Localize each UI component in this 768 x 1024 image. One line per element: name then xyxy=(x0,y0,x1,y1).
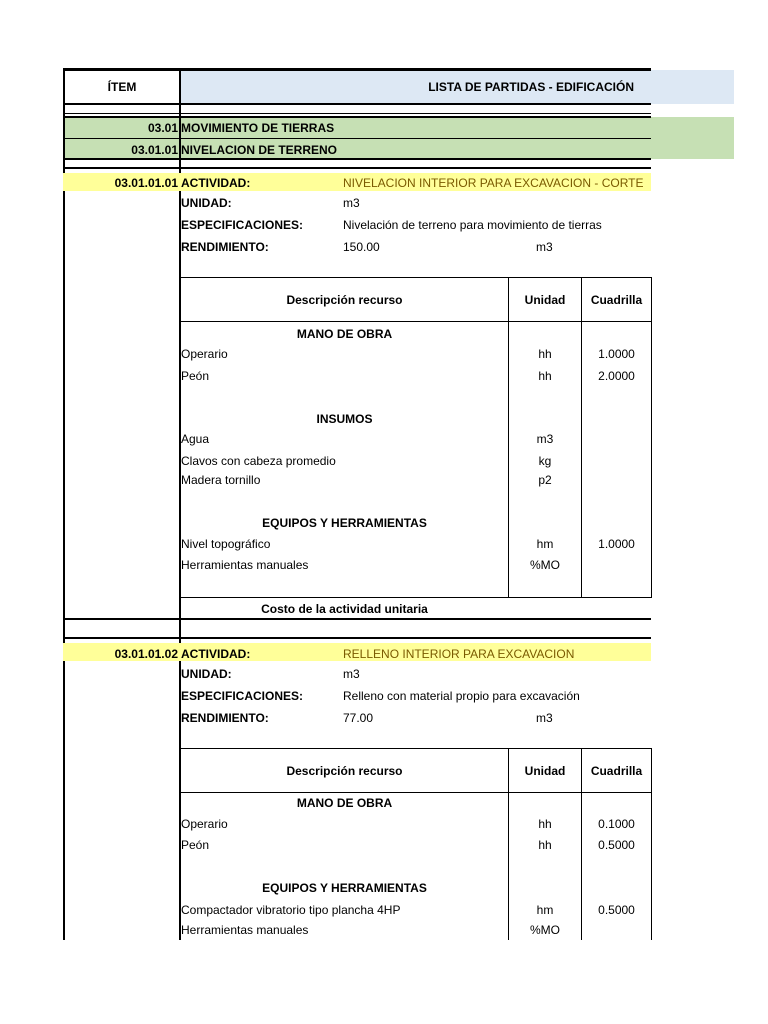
unidad-value: m3 xyxy=(343,667,360,681)
costo-label: Costo de la actividad unitaria xyxy=(261,602,428,616)
group-title: MANO DE OBRA xyxy=(296,796,393,810)
rendimiento-value: 150.00 xyxy=(343,240,380,254)
rendimiento-unit: m3 xyxy=(536,711,553,725)
resource-desc: Herramientas manuales xyxy=(181,558,309,572)
unidad-label: UNIDAD: xyxy=(181,196,232,210)
resource-unit: hm xyxy=(536,903,554,917)
rendimiento-value: 77.00 xyxy=(343,711,374,725)
section-code: 03.01.01 xyxy=(131,143,178,157)
resource-unit: hh xyxy=(538,817,552,831)
resource-desc: Compactador vibratorio tipo plancha 4HP xyxy=(181,903,401,917)
unidad-label: UNIDAD: xyxy=(181,667,232,681)
activity-code: 03.01.01.02 xyxy=(114,647,178,661)
resource-desc: Agua xyxy=(181,432,210,446)
resource-cuadrilla: 0.1000 xyxy=(598,817,635,831)
group-title: EQUIPOS Y HERRAMIENTAS xyxy=(262,881,427,895)
group-title: INSUMOS xyxy=(316,412,373,426)
unidad-value: m3 xyxy=(343,196,360,210)
section-name: NIVELACION DE TERRENO xyxy=(181,143,338,157)
resource-unit: hm xyxy=(536,537,554,551)
actividad-label: ACTIVIDAD: xyxy=(181,176,251,190)
resource-unit: hh xyxy=(538,369,552,383)
col-cuadrilla-header: Cuadrilla xyxy=(590,293,643,307)
resource-unit: %MO xyxy=(530,558,560,572)
resource-desc: Herramientas manuales xyxy=(181,923,309,937)
especificaciones-value: Nivelación de terreno para movimiento de tierras xyxy=(343,218,602,232)
section-name: MOVIMIENTO DE TIERRAS xyxy=(181,121,335,135)
rendimiento-label: RENDIMIENTO: xyxy=(181,711,269,725)
actividad-label: ACTIVIDAD: xyxy=(181,647,251,661)
resource-unit: p2 xyxy=(538,473,552,487)
actividad-value: RELLENO INTERIOR PARA EXCAVACION xyxy=(343,647,575,661)
resource-cuadrilla: 1.0000 xyxy=(598,537,635,551)
activity-code: 03.01.01.01 xyxy=(114,176,178,190)
resource-desc: Operario xyxy=(181,347,228,361)
section-code: 03.01 xyxy=(147,121,178,135)
resource-unit: m3 xyxy=(536,432,554,446)
col-descripcion-header: Descripción recurso xyxy=(286,764,403,778)
resource-cuadrilla: 1.0000 xyxy=(598,347,635,361)
resource-unit: hh xyxy=(538,838,552,852)
resource-desc: Peón xyxy=(181,838,210,852)
resource-unit: kg xyxy=(538,454,552,468)
group-title: EQUIPOS Y HERRAMIENTAS xyxy=(262,516,427,530)
col-unidad-header: Unidad xyxy=(524,293,566,307)
col-descripcion-header: Descripción recurso xyxy=(286,293,403,307)
especificaciones-label: ESPECIFICACIONES: xyxy=(181,218,304,232)
especificaciones-label: ESPECIFICACIONES: xyxy=(181,689,304,703)
col-cuadrilla-header: Cuadrilla xyxy=(590,764,643,778)
resource-unit: %MO xyxy=(530,923,560,937)
actividad-value: NIVELACION INTERIOR PARA EXCAVACION - CORTE xyxy=(343,176,644,190)
rendimiento-label: RENDIMIENTO: xyxy=(181,240,269,254)
resource-desc: Peón xyxy=(181,369,210,383)
rendimiento-unit: m3 xyxy=(536,240,553,254)
resource-cuadrilla: 0.5000 xyxy=(598,838,635,852)
resource-desc: Madera tornillo xyxy=(181,473,261,487)
col-unidad-header: Unidad xyxy=(524,764,566,778)
group-title: MANO DE OBRA xyxy=(296,327,393,341)
resource-desc: Operario xyxy=(181,817,228,831)
resource-cuadrilla: 0.5000 xyxy=(598,903,635,917)
header-item-label: ÍTEM xyxy=(107,80,137,94)
resource-cuadrilla: 2.0000 xyxy=(598,369,635,383)
resource-desc: Clavos con cabeza promedio xyxy=(181,454,336,468)
header-title: LISTA DE PARTIDAS - EDIFICACIÓN xyxy=(428,80,634,94)
resource-desc: Nivel topográfico xyxy=(181,537,271,551)
especificaciones-value: Relleno con material propio para excavación xyxy=(343,689,580,703)
resource-unit: hh xyxy=(538,347,552,361)
